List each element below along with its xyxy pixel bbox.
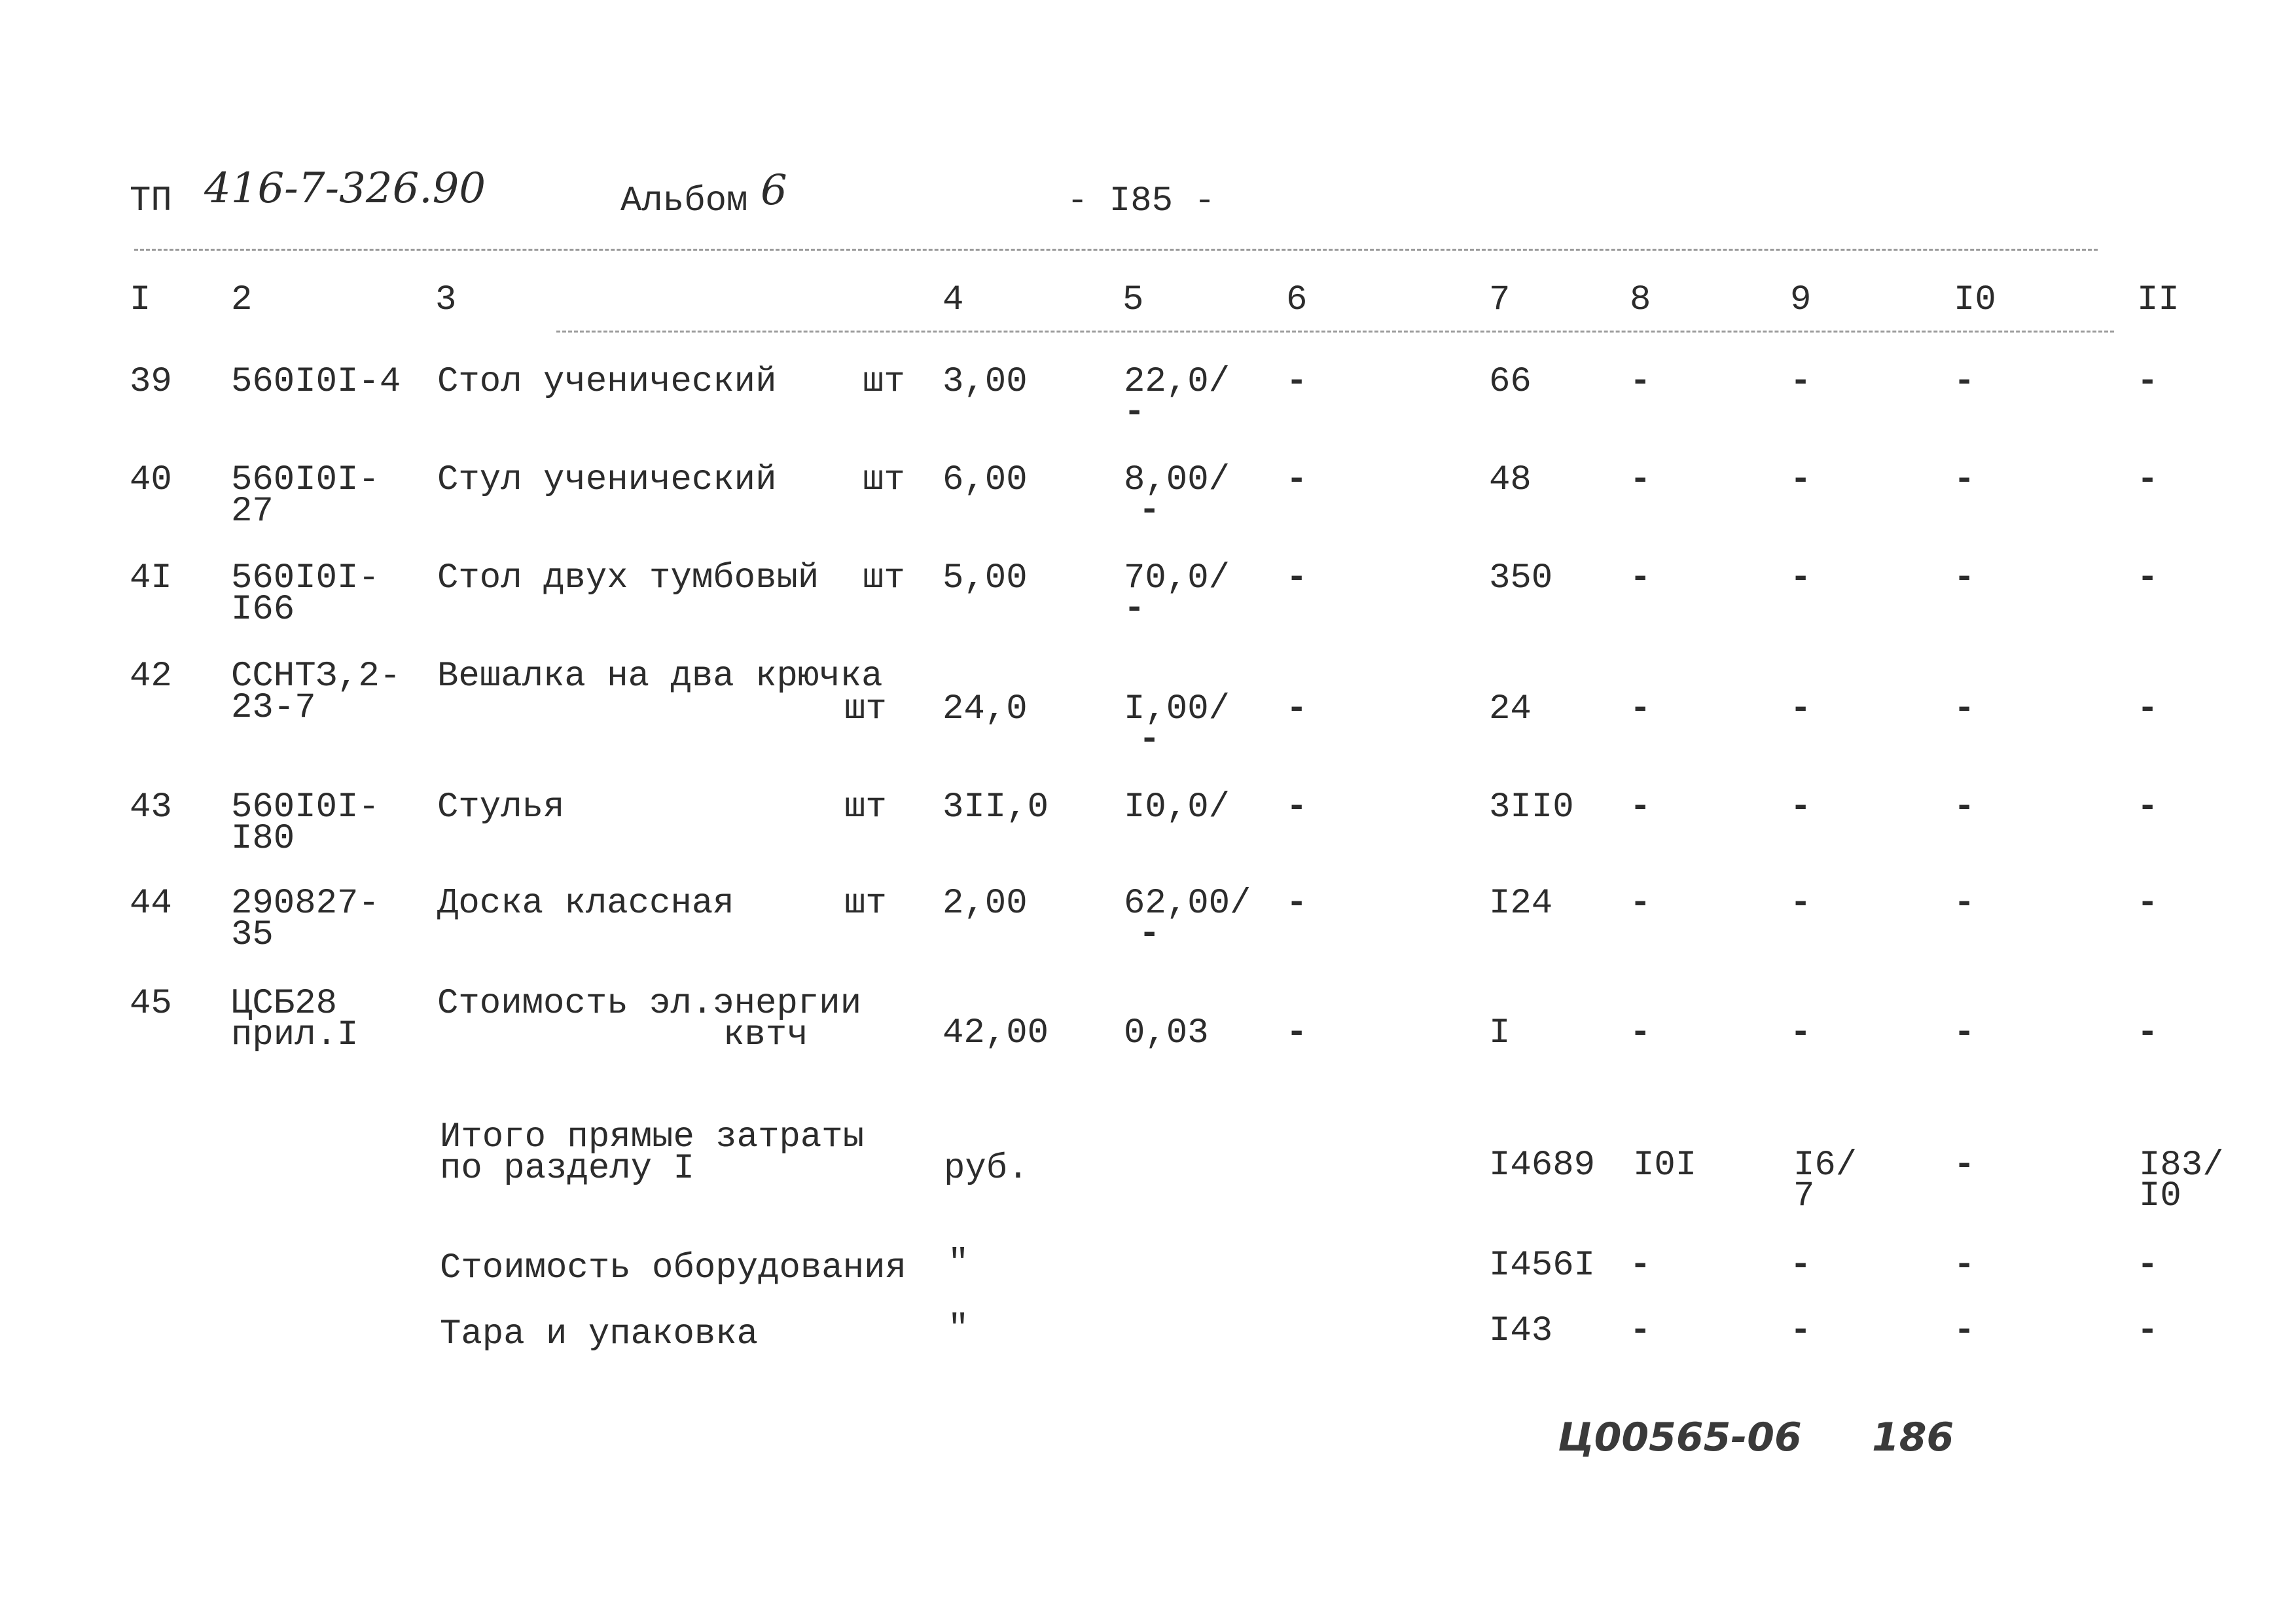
column-number: I [130, 280, 151, 320]
unit: шт [844, 689, 887, 729]
total-col11: I83/ [2139, 1146, 2224, 1185]
cell-col6: - [1286, 558, 1308, 598]
item-code-line2: 27 [231, 492, 274, 532]
unit-price: 0,03 [1124, 1013, 1209, 1053]
total-name: Тара и упаковка [440, 1314, 759, 1354]
total-col8: I0I [1633, 1146, 1697, 1185]
cell-col6: - [1286, 884, 1308, 924]
total-unit: " [948, 1244, 969, 1284]
album-number: 6 [761, 166, 787, 215]
cell-col9: - [1790, 787, 1812, 827]
cell-col10: - [1954, 460, 1975, 500]
total-name: Итого прямые затраты [440, 1117, 865, 1157]
quantity: 24,0 [942, 689, 1028, 729]
item-code-line2: I66 [231, 590, 295, 630]
cell-col9: - [1790, 362, 1812, 402]
cell-col7: 3II0 [1489, 787, 1574, 827]
tp-number: 416-7-326.90 [204, 164, 486, 213]
cell-col7: 48 [1489, 460, 1532, 500]
unit: шт [844, 787, 887, 827]
cell-col9: - [1790, 884, 1812, 924]
column-number: 2 [231, 280, 253, 320]
total-name-line2: по разделу I [440, 1149, 694, 1189]
item-code: 560I0I- [231, 460, 380, 500]
cell-col10: - [1954, 362, 1975, 402]
cell-col11: - [2137, 787, 2159, 827]
unit-price-sub: - [1139, 914, 1160, 954]
cell-col11: - [2137, 884, 2159, 924]
cell-col6: - [1286, 362, 1308, 402]
cell-col8: - [1630, 558, 1651, 598]
item-code: 560I0I-4 [231, 362, 401, 402]
cell-col11: - [2137, 558, 2159, 598]
total-col9: - [1790, 1311, 1812, 1351]
item-name: Стул ученический [437, 460, 777, 500]
total-unit: " [948, 1309, 969, 1349]
total-col9-line2: 7 [1793, 1176, 1815, 1216]
cell-col10: - [1954, 558, 1975, 598]
unit-price-sub: - [1124, 393, 1145, 433]
cell-col8: - [1630, 884, 1651, 924]
item-code: ССНТЗ,2- [231, 657, 401, 696]
unit-price-sub: - [1139, 491, 1160, 531]
album-label: Альбом [620, 181, 748, 221]
header-rule [134, 249, 2098, 251]
total-col7: I4689 [1489, 1146, 1596, 1185]
columns-rule [556, 331, 2114, 333]
row-number: 42 [130, 657, 172, 696]
item-code: 560I0I- [231, 787, 380, 827]
document-code: Ц00565-06 [1558, 1415, 1802, 1460]
quantity: 3II,0 [942, 787, 1049, 827]
total-col10: - [1954, 1146, 1975, 1185]
item-code-line2: прил.I [231, 1015, 359, 1055]
cell-col9: - [1790, 460, 1812, 500]
cell-col7: 66 [1489, 362, 1532, 402]
item-name: Стоимость эл.энергии [437, 984, 862, 1024]
unit: шт [863, 558, 905, 598]
unit-price: 8,00/ [1124, 460, 1230, 500]
cell-col7: 350 [1489, 558, 1553, 598]
cell-col8: - [1630, 787, 1651, 827]
unit-price-sub: - [1139, 720, 1160, 760]
quantity: 42,00 [942, 1013, 1049, 1053]
cell-col7: I [1489, 1013, 1511, 1053]
cell-col8: - [1630, 362, 1651, 402]
cell-col11: - [2137, 1013, 2159, 1053]
quantity: 6,00 [942, 460, 1028, 500]
column-number: 6 [1286, 280, 1308, 320]
page-number: - I85 - [1067, 181, 1215, 221]
column-number: I0 [1954, 280, 1996, 320]
item-code-line2: 23-7 [231, 688, 316, 728]
cell-col7: 24 [1489, 689, 1532, 729]
quantity: 3,00 [942, 362, 1028, 402]
total-name: Стоимость оборудования [440, 1248, 906, 1288]
unit-price: 70,0/ [1124, 558, 1230, 598]
unit: квтч [723, 1015, 808, 1055]
unit: шт [863, 362, 905, 402]
column-number: 4 [942, 280, 964, 320]
item-code-line2: 35 [231, 915, 274, 955]
item-code: ЦСБ28 [231, 984, 338, 1024]
cell-col10: - [1954, 689, 1975, 729]
column-number: 5 [1122, 280, 1144, 320]
item-name: Стулья [437, 787, 565, 827]
row-number: 43 [130, 787, 172, 827]
cell-col8: - [1630, 1013, 1651, 1053]
total-col8: - [1630, 1246, 1651, 1286]
unit-price: I,00/ [1124, 689, 1230, 729]
cell-col10: - [1954, 1013, 1975, 1053]
cell-col8: - [1630, 460, 1651, 500]
total-col11-line2: I0 [2139, 1176, 2181, 1216]
cell-col11: - [2137, 689, 2159, 729]
total-col7: I456I [1489, 1246, 1596, 1286]
unit: шт [863, 460, 905, 500]
item-code: 290827- [231, 884, 380, 924]
row-number: 39 [130, 362, 172, 402]
sheet-number: 186 [1872, 1415, 1954, 1460]
row-number: 45 [130, 984, 172, 1024]
column-number: II [2137, 280, 2179, 320]
column-number: 8 [1630, 280, 1651, 320]
total-col11: - [2137, 1311, 2159, 1351]
item-name: Доска классная [437, 884, 734, 924]
unit-price: 22,0/ [1124, 362, 1230, 402]
unit-price: I0,0/ [1124, 787, 1230, 827]
column-number: 3 [435, 280, 457, 320]
total-unit: руб. [944, 1149, 1029, 1189]
cell-col9: - [1790, 689, 1812, 729]
cell-col6: - [1286, 460, 1308, 500]
total-col7: I43 [1489, 1311, 1553, 1351]
item-name: Вешалка на два крючка [437, 657, 883, 696]
unit: шт [844, 884, 887, 924]
tp-label: ТП [130, 181, 172, 221]
column-number: 9 [1790, 280, 1812, 320]
total-col11: - [2137, 1246, 2159, 1286]
row-number: 40 [130, 460, 172, 500]
column-number: 7 [1489, 280, 1511, 320]
item-code-line2: I80 [231, 819, 295, 859]
unit-price: 62,00/ [1124, 884, 1251, 924]
cell-col10: - [1954, 787, 1975, 827]
quantity: 5,00 [942, 558, 1028, 598]
quantity: 2,00 [942, 884, 1028, 924]
cell-col6: - [1286, 1013, 1308, 1053]
cell-col9: - [1790, 1013, 1812, 1053]
row-number: 44 [130, 884, 172, 924]
total-col10: - [1954, 1311, 1975, 1351]
item-name: Стол ученический [437, 362, 777, 402]
cell-col11: - [2137, 460, 2159, 500]
total-col10: - [1954, 1246, 1975, 1286]
total-col8: - [1630, 1311, 1651, 1351]
unit-price-sub: - [1124, 589, 1145, 629]
row-number: 4I [130, 558, 172, 598]
cell-col11: - [2137, 362, 2159, 402]
cell-col10: - [1954, 884, 1975, 924]
total-col9: - [1790, 1246, 1812, 1286]
item-name: Стол двух тумбовый [437, 558, 819, 598]
cell-col7: I24 [1489, 884, 1553, 924]
cell-col6: - [1286, 689, 1308, 729]
total-col9: I6/ [1793, 1146, 1857, 1185]
cell-col9: - [1790, 558, 1812, 598]
cell-col6: - [1286, 787, 1308, 827]
cell-col8: - [1630, 689, 1651, 729]
item-code: 560I0I- [231, 558, 380, 598]
